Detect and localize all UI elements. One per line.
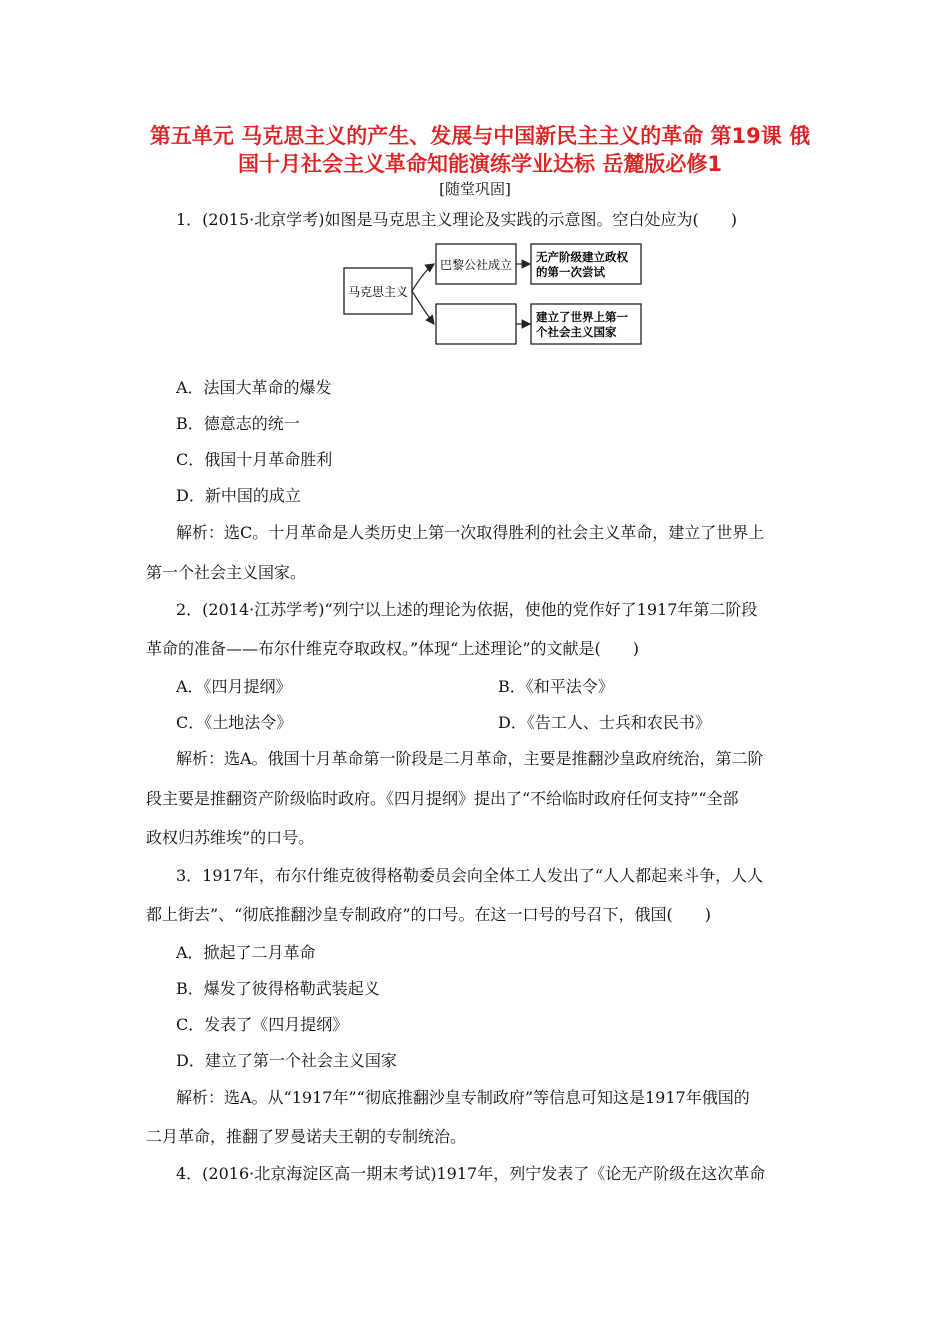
arrow-top — [412, 264, 434, 291]
q3-stem-line-1: 3．1917年，布尔什维克彼得格勒委员会向全体工人发出了“人人都起来斗争，人人 — [176, 866, 764, 885]
q1-option-b: B．德意志的统一 — [176, 414, 300, 433]
top-right-label-2: 的第一次尝试 — [536, 265, 605, 279]
q3-option-d: D．建立了第一个社会主义国家 — [176, 1051, 397, 1070]
q1-diagram — [340, 240, 650, 350]
q3-option-b: B．爆发了彼得格勒武装起义 — [176, 979, 380, 998]
q2-option-b: B．《和平法令》 — [498, 677, 614, 696]
section-subtitle: [随堂巩固] — [439, 180, 511, 198]
q3-stem-line-2: 都上街去”、“彻底推翻沙皇专制政府”的口号。在这一口号的号召下，俄国( ) — [146, 905, 712, 924]
root-label: 马克思主义 — [347, 285, 409, 299]
page-title: 第五单元 马克思主义的产生、发展与中国新民主主义的革命 第19课 俄国十月社会主义革命知能演练学业达标 岳麓版必修1 — [149, 124, 811, 176]
q1-stem: 1．(2015·北京学考)如图是马克思主义理论及实践的示意图。空白处应为( ) — [176, 210, 737, 229]
q1-analysis-line-1: 解析：选C。十月革命是人类历史上第一次取得胜利的社会主义革命，建立了世界上 — [176, 523, 765, 542]
q2-analysis-line-2: 段主要是推翻资产阶级临时政府。《四月提纲》提出了“不给临时政府任何支持”“全部 — [146, 789, 739, 808]
q3-option-c: C．发表了《四月提纲》 — [176, 1015, 349, 1034]
q2-option-a: A．《四月提纲》 — [176, 677, 292, 696]
q1-analysis-line-2: 第一个社会主义国家。 — [146, 563, 307, 582]
q2-stem-line-2: 革命的准备——布尔什维克夺取政权。”体现“上述理论”的文献是( ) — [146, 639, 640, 658]
q1-option-d: D．新中国的成立 — [176, 486, 301, 505]
q1-option-a: A．法国大革命的爆发 — [176, 378, 332, 397]
arrow-bottom — [412, 291, 434, 324]
top-right-label-1: 无产阶级建立政权 — [536, 250, 628, 264]
bottom-right-label-1: 建立了世界上第一 — [536, 310, 628, 324]
bottom-right-label-2: 个社会主义国家 — [536, 325, 617, 339]
q2-option-c: C．《土地法令》 — [176, 713, 293, 732]
q1-option-c: C．俄国十月革命胜利 — [176, 450, 333, 469]
q2-stem-line-1: 2．(2014·江苏学考)“列宁以上述的理论为依据，使他的党作好了1917年第二阶段 — [176, 600, 758, 619]
q3-analysis-line-1: 解析：选A。从“1917年”“彻底推翻沙皇专制政府”等信息可知这是1917年俄国的 — [176, 1088, 750, 1107]
q3-option-a: A．掀起了二月革命 — [176, 943, 316, 962]
q3-analysis-line-2: 二月革命，推翻了罗曼诺夫王朝的专制统治。 — [146, 1127, 467, 1146]
q2-option-d: D．《告工人、士兵和农民书》 — [498, 713, 711, 732]
blank-box — [436, 304, 516, 344]
top-mid-label: 巴黎公社成立 — [439, 258, 513, 272]
q2-analysis-line-1: 解析：选A。俄国十月革命第一阶段是二月革命，主要是推翻沙皇政府统治，第二阶 — [176, 749, 764, 768]
q4-stem-line-1: 4．(2016·北京海淀区高一期末考试)1917年，列宁发表了《论无产阶级在这次革命 — [176, 1164, 766, 1183]
q2-analysis-line-3: 政权归苏维埃”的口号。 — [146, 828, 315, 847]
